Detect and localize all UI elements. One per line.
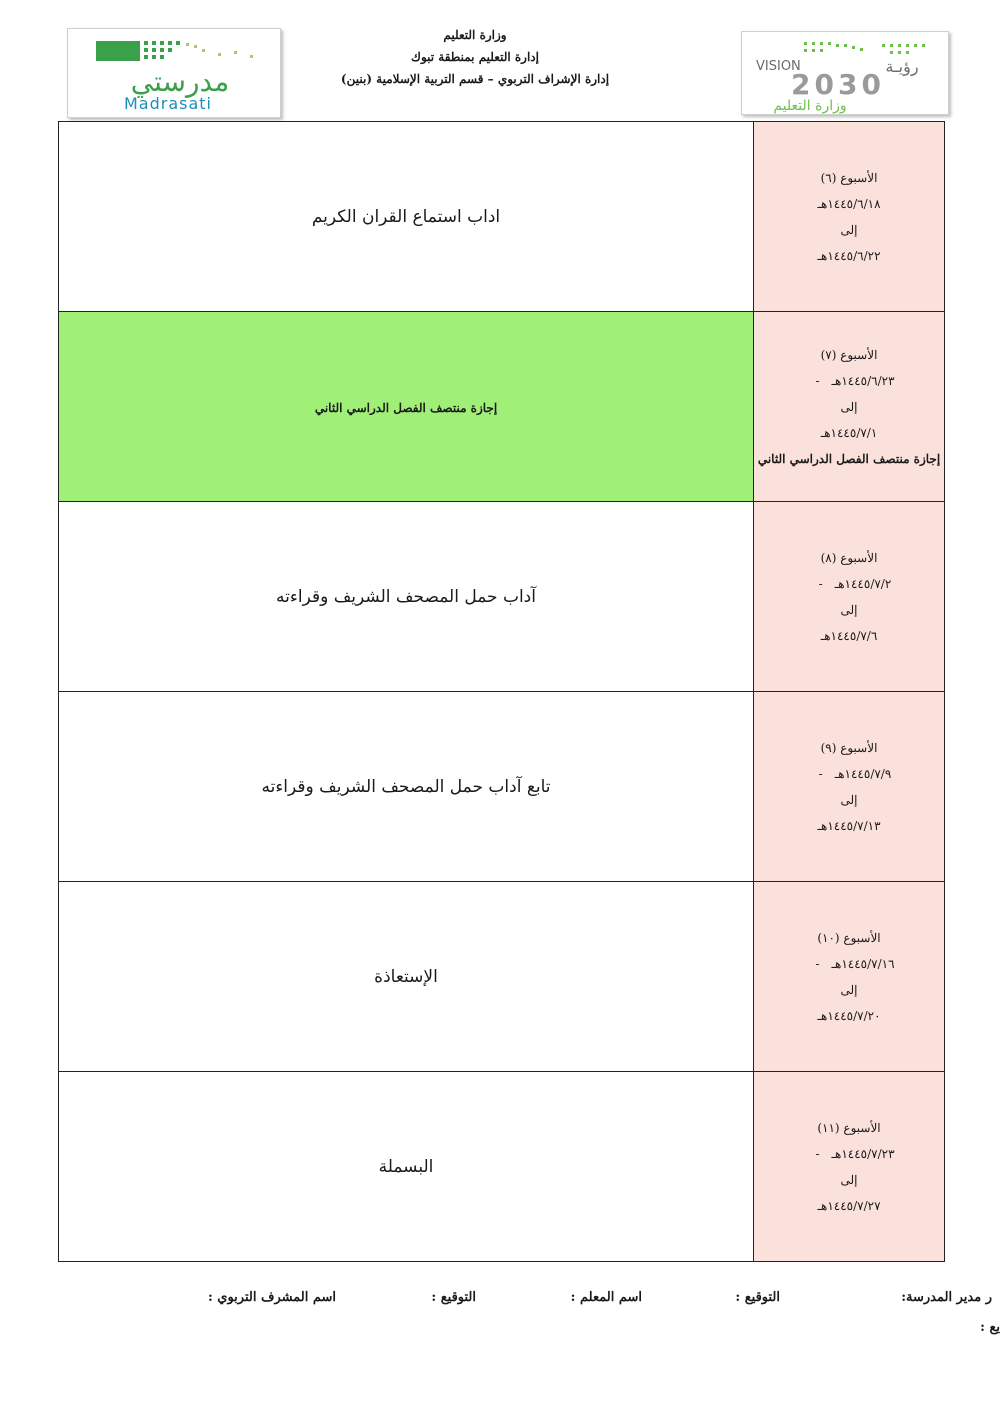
vision-2030-logo	[741, 31, 949, 115]
logo-latin-text: Madrasati	[123, 94, 213, 113]
week-from-date: ١٤٤٥/٧/١٦هـ	[831, 956, 895, 971]
week-row	[59, 122, 945, 312]
signature-footer	[0, 1290, 992, 1314]
week-row	[59, 502, 945, 692]
week-date-cell	[754, 882, 945, 1072]
madrasati-logo	[67, 28, 281, 118]
weekly-plan-table	[58, 121, 945, 1262]
week-from-date: ١٤٤٥/٧/٢٣هـ	[831, 1146, 895, 1161]
week-label: الأسبوع (٩)	[820, 740, 878, 755]
week-date-cell	[754, 1072, 945, 1262]
week-to-date: ١٤٤٥/٧/١هـ	[820, 425, 878, 440]
vision-text: VISION	[756, 59, 801, 74]
teacher-signature-label: التوقيع :	[431, 1290, 476, 1305]
week-date-cell	[754, 502, 945, 692]
lesson-cell	[59, 122, 754, 312]
lesson-title: آداب حمل المصحف الشريف وقراءته	[276, 586, 536, 607]
week-to-date: ١٤٤٥/٧/١٣هـ	[817, 818, 881, 833]
week-to-label: إلى	[840, 222, 858, 237]
header-title-block	[330, 24, 620, 90]
week-label: الأسبوع (٦)	[820, 170, 878, 185]
lesson-cell	[59, 502, 754, 692]
ministry-line: وزارة التعليم	[443, 28, 507, 42]
week-row	[59, 312, 945, 502]
week-row	[59, 692, 945, 882]
logo-arabic-text: مدرستي	[130, 65, 230, 98]
week-to-label: إلى	[840, 1172, 858, 1187]
date-dash: -	[815, 1146, 820, 1161]
date-dash: -	[815, 373, 820, 388]
lesson-cell	[59, 1072, 754, 1262]
week-from-date: ١٤٤٥/٦/٢٣هـ	[831, 373, 895, 388]
supervisor-signature-label: يع :	[980, 1320, 1000, 1335]
date-dash: -	[815, 956, 820, 971]
ministry-logo-text: وزارة التعليم	[773, 98, 847, 114]
week-to-date: ١٤٤٥/٧/٦هـ	[820, 628, 878, 643]
week-from-date: ١٤٤٥/٧/٢هـ	[834, 576, 892, 591]
lesson-title: تابع آداب حمل المصحف الشريف وقراءته	[261, 776, 551, 797]
week-from-date: ١٤٤٥/٧/٩هـ	[834, 766, 892, 781]
holiday-note: إجازة منتصف الفصل الدراسي الثاني	[757, 451, 941, 466]
madrasati-logo-graphic	[68, 29, 280, 117]
holiday-lesson-cell	[59, 312, 754, 502]
week-to-date: ١٤٤٥/٧/٢٠هـ	[817, 1008, 881, 1023]
week-to-date: ١٤٤٥/٧/٢٧هـ	[817, 1198, 881, 1213]
lesson-title: اداب استماع القران الكريم	[311, 206, 501, 227]
week-date-cell	[754, 692, 945, 882]
week-to-date: ١٤٤٥/٦/٢٢هـ	[817, 248, 881, 263]
week-label: الأسبوع (١١)	[817, 1120, 881, 1135]
date-dash: -	[818, 576, 823, 591]
lesson-title: إجازة منتصف الفصل الدراسي الثاني	[314, 400, 498, 415]
teacher-label: اسم المعلم :	[570, 1290, 642, 1305]
date-dash: -	[818, 766, 823, 781]
department-line: إدارة الإشراف التربوي – قسم التربية الإسلامية (بنين)	[340, 72, 610, 86]
week-row	[59, 882, 945, 1072]
region-line: إدارة التعليم بمنطقة تبوك	[411, 50, 539, 64]
supervisor-label: اسم المشرف التربوي :	[207, 1290, 336, 1305]
week-to-label: إلى	[840, 982, 858, 997]
week-label: الأسبوع (٨)	[820, 550, 878, 565]
vision-year-text: 2030	[791, 68, 885, 101]
lesson-title: الإستعاذة	[374, 966, 438, 987]
week-label: الأسبوع (١٠)	[817, 930, 881, 945]
week-date-cell	[754, 312, 945, 502]
week-date-cell	[754, 122, 945, 312]
week-to-label: إلى	[840, 399, 858, 414]
week-label: الأسبوع (٧)	[820, 347, 878, 362]
principal-label: ر مدير المدرسة:	[901, 1290, 992, 1305]
lesson-cell	[59, 692, 754, 882]
weekly-plan-body	[59, 122, 945, 1262]
week-to-label: إلى	[840, 792, 858, 807]
lesson-title: البسملة	[378, 1156, 434, 1177]
lesson-cell	[59, 882, 754, 1072]
week-to-label: إلى	[840, 602, 858, 617]
week-row	[59, 1072, 945, 1262]
week-from-date: ١٤٤٥/٦/١٨هـ	[817, 196, 881, 211]
vision-logo-graphic	[742, 32, 948, 114]
principal-signature-label: التوقيع :	[735, 1290, 780, 1305]
vision-arabic-text: رؤيـة	[885, 57, 919, 76]
